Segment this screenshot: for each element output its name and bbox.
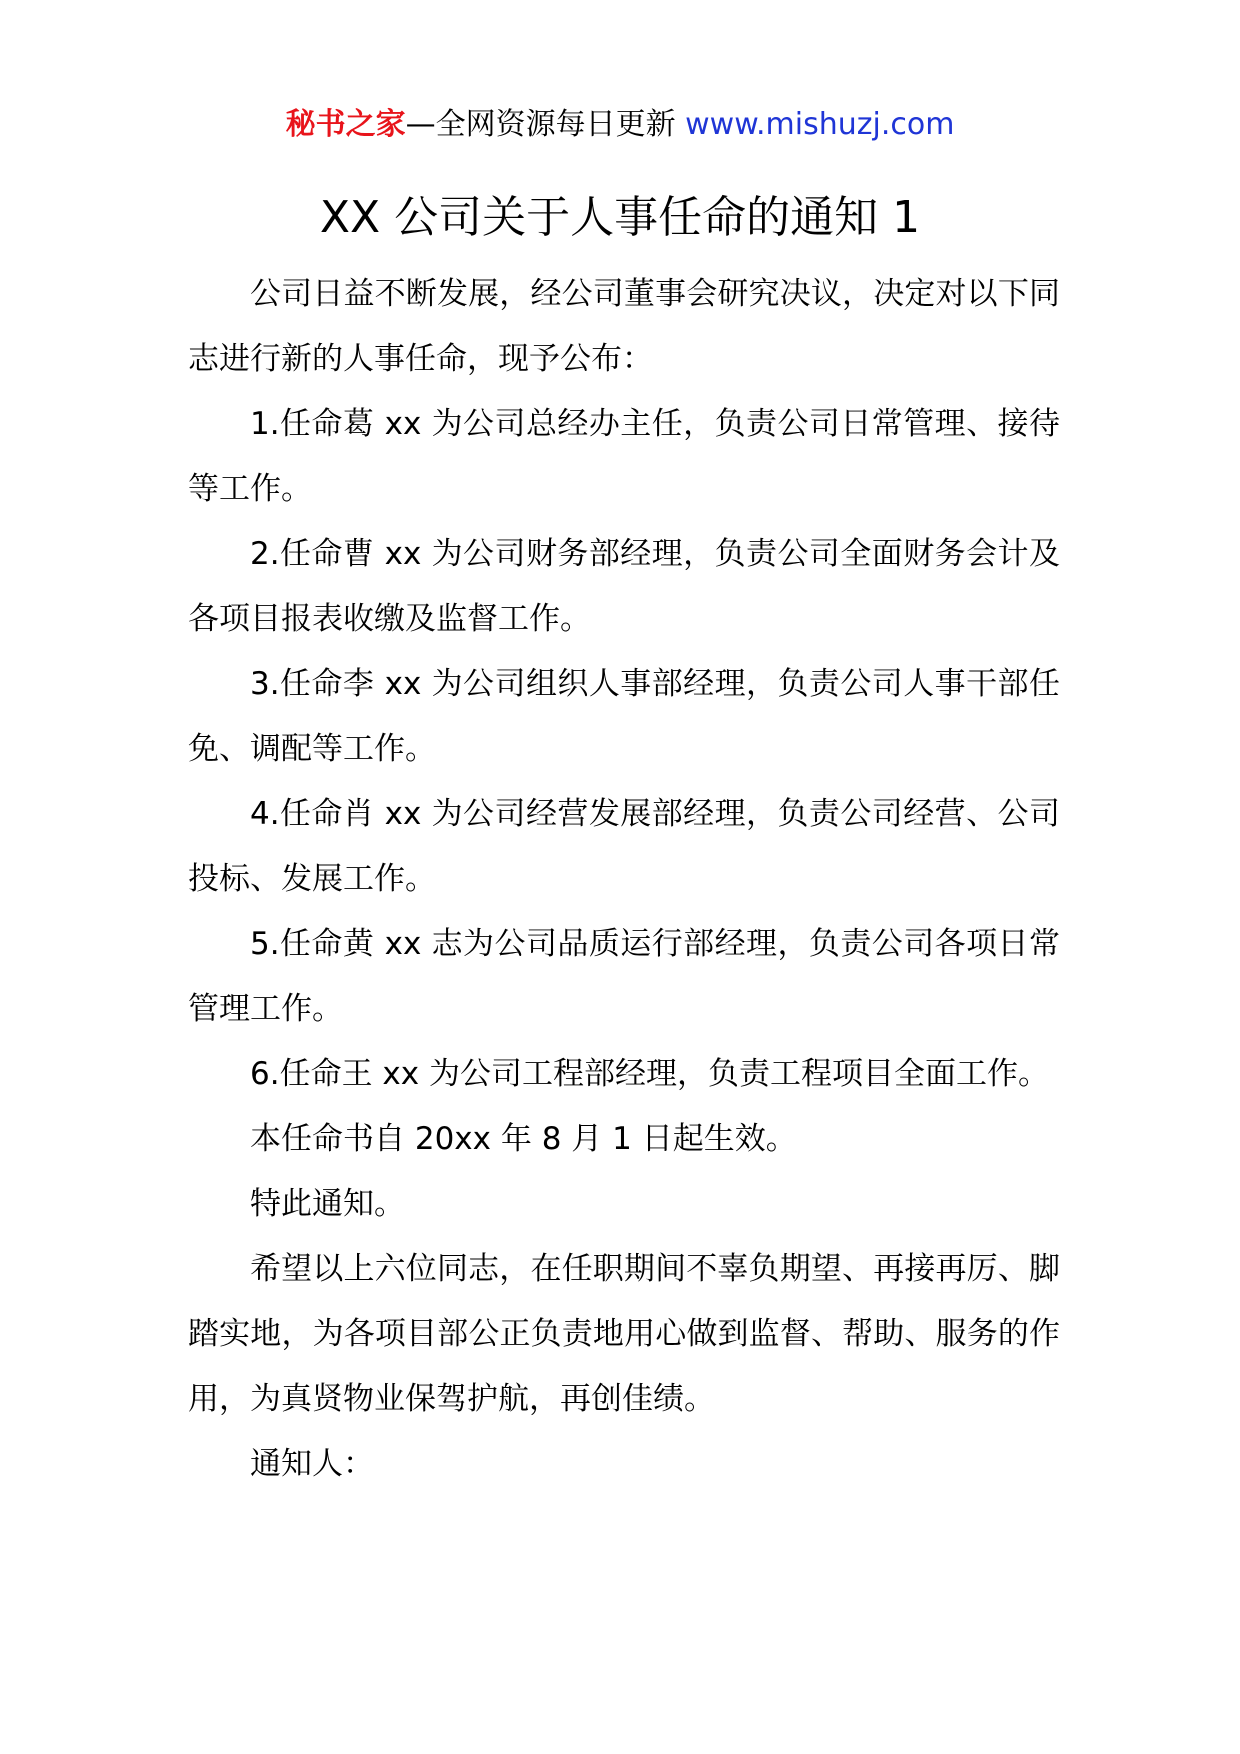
appointment-item-6: 6.任命王 xx 为公司工程部经理，负责工程项目全面工作。	[250, 1056, 1049, 1092]
site-brand: 秘书之家	[285, 107, 406, 142]
appointment-item-1: 1.任命葛 xx 为公司总经办主任，负责公司日常管理、接待等工作。	[188, 406, 1060, 507]
closing-paragraph: 希望以上六位同志，在任职期间不辜负期望、再接再厉、脚踏实地，为各项目部公正负责地用心做到监督、帮助、服务的作用，为真贤物业保驾护航，再创佳绩。	[188, 1251, 1060, 1417]
document-body	[188, 262, 1060, 1497]
appointment-item-4: 4.任命肖 xx 为公司经营发展部经理，负责公司经营、公司投标、发展工作。	[188, 796, 1060, 897]
appointment-item-2: 2.任命曹 xx 为公司财务部经理，负责公司全面财务会计及各项目报表收缴及监督工作。	[188, 536, 1060, 637]
site-url-link[interactable]: www.mishuzj.com	[685, 107, 955, 142]
site-header	[0, 100, 1240, 150]
document-title: XX 公司关于人事任命的通知 1	[319, 192, 921, 243]
site-slogan: —全网资源每日更新	[405, 107, 676, 142]
notice-paragraph: 特此通知。	[250, 1186, 405, 1222]
appointment-item-5: 5.任命黄 xx 志为公司品质运行部经理，负责公司各项日常管理工作。	[188, 926, 1060, 1027]
effective-date-paragraph: 本任命书自 20xx 年 8 月 1 日起生效。	[250, 1121, 797, 1157]
appointment-item-3: 3.任命李 xx 为公司组织人事部经理，负责公司人事干部任免、调配等工作。	[188, 666, 1060, 767]
signer-label: 通知人：	[250, 1446, 374, 1482]
intro-paragraph: 公司日益不断发展，经公司董事会研究决议，决定对以下同志进行新的人事任命，现予公布：	[188, 276, 1060, 377]
